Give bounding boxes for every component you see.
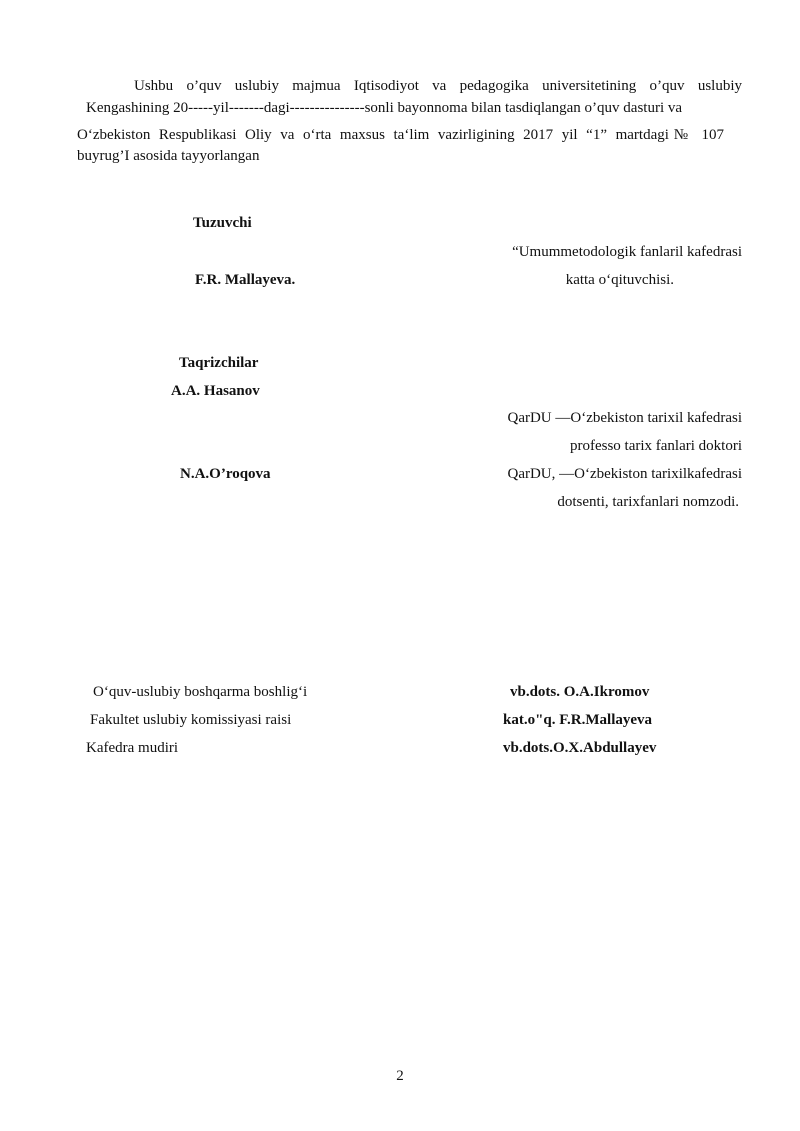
signature-role-1: Oʻquv-uslubiy boshqarma boshligʻi (93, 684, 308, 700)
signature-name-1: vb.dots. O.A.Ikromov (510, 684, 650, 700)
compiler-dept-line-1: “Umummetodologik fanlaril kafedrasi (512, 244, 742, 260)
page-number: 2 (396, 1068, 404, 1084)
reviewer-2-name: N.A.O’roqova (180, 466, 271, 482)
reviewers-heading: Taqrizchilar (179, 355, 259, 371)
signature-role-2: Fakultet uslubiy komissiyasi raisi (90, 712, 292, 728)
signature-role-3: Kafedra mudiri (86, 740, 179, 756)
reviewer-1-line-1: QarDU —Oʻzbekiston tarixil kafedrasi (507, 410, 742, 426)
intro-line-4: buyrug’I asosida tayyorlangan (77, 148, 260, 164)
reviewer-1-name: A.A. Hasanov (171, 383, 260, 399)
reviewer-2-line-1: QarDU, —Oʻzbekiston tarixilkafedrasi (507, 466, 742, 482)
reviewer-1-line-2: professo tarix fanlari doktori (569, 438, 742, 454)
signature-name-2: kat.o"q. F.R.Mallayeva (503, 712, 653, 728)
reviewer-2-line-2: dotsenti, tarixfanlari nomzodi. (557, 494, 739, 510)
compiler-heading: Tuzuvchi (193, 215, 252, 231)
intro-line-1: Ushbu o’quv uslubiy majmua Iqtisodiyot va pedagogika universitetining o’quv uslubiy (134, 78, 742, 94)
intro-line-3: Oʻzbekiston Respublikasi Oliy va oʻrta maxsus taʻlim vazirligining 2017 yil “1” martdagi№ 107 (77, 127, 724, 143)
signature-name-3: vb.dots.O.X.Abdullayev (503, 740, 657, 756)
intro-line-2: Kengashining 20-----yil-------dagi---------------sonli bayonnoma bilan tasdiqlangan o’quv dasturi va (86, 100, 683, 116)
compiler-dept-line-2: katta oʻqituvchisi. (565, 272, 674, 288)
compiler-name: F.R. Mallayeva. (195, 272, 296, 288)
